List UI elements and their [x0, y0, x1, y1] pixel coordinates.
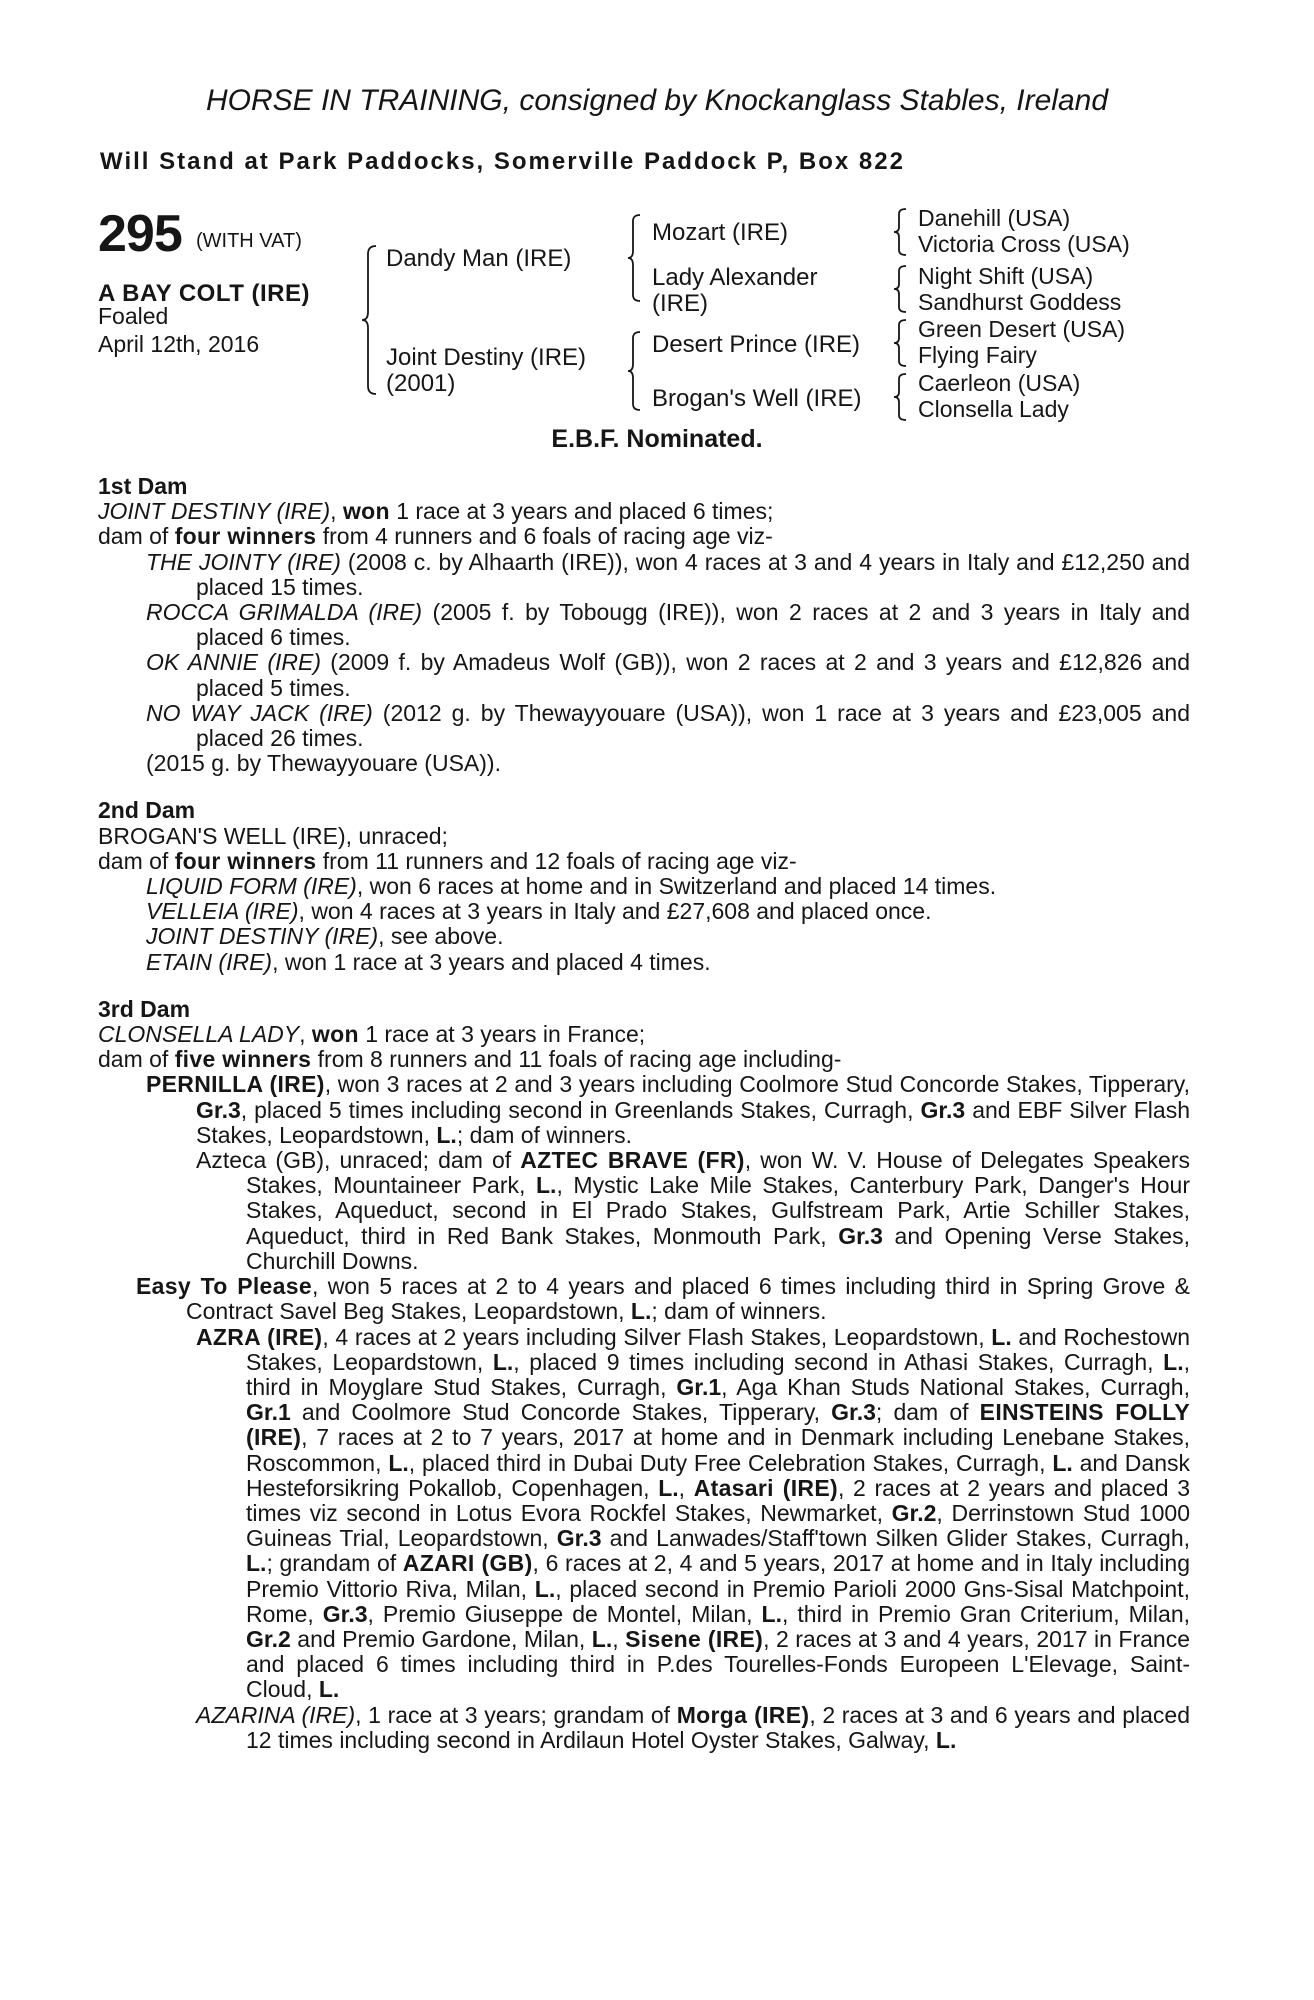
pedigree-bracket-sd [892, 264, 910, 314]
section-heading: 1st Dam [98, 473, 188, 499]
progeny-record: , won 4 races at 3 years in Italy and £27,608 and placed once. [298, 898, 932, 925]
progeny-entry [98, 550, 1190, 600]
text: dam of [98, 847, 175, 874]
text: , 6 races at 2, 4 and 5 years, 2017 at home and in Italy including Premio Vittorio Riva, Milan, [246, 1550, 1190, 1602]
text: from 11 runners and 12 foals of racing age viz- [316, 847, 797, 874]
progeny-name: PERNILLA (IRE) [146, 1071, 325, 1098]
progeny-record: (2008 c. by Alhaarth (IRE)), won 4 races at 3 and 4 years in Italy and £12,250 and placed 15 times. [196, 548, 1190, 600]
progeny-name: AZRA (IRE) [196, 1323, 323, 1350]
dam-of-line [98, 849, 1190, 874]
dam-sire-name: Desert Prince (IRE) [652, 331, 861, 358]
text: , Premio Giuseppe de Montel, Milan, [367, 1600, 762, 1627]
progeny-name: AZTEC BRAVE (FR) [520, 1147, 745, 1174]
sd-dam: Sandhurst Goddess [918, 289, 1122, 315]
lot-number: 295 [98, 205, 182, 263]
text: , placed 5 times including second in Greenlands Stakes, Curragh, [240, 1096, 921, 1123]
progeny-entry [98, 650, 1190, 700]
progeny-name: AZARI (GB) [402, 1550, 533, 1577]
text: dam of [98, 1046, 175, 1073]
progeny-entry [98, 1325, 1190, 1703]
progeny-name: Morga (IRE) [676, 1701, 810, 1728]
foaled-label: Foaled [98, 303, 169, 329]
grade: Gr.3 [838, 1222, 883, 1249]
grade: L. [991, 1323, 1012, 1350]
dam-of-line [98, 1047, 1190, 1072]
progeny-entry [98, 874, 1190, 899]
grade: L. [1052, 1449, 1073, 1476]
grade: Gr.3 [556, 1525, 602, 1552]
progeny-record: (2012 g. by Thewayyouare (USA)), won 1 race at 3 years and £23,005 and placed 26 times. [196, 699, 1190, 752]
sire-name: Dandy Man (IRE) [386, 245, 572, 272]
progeny-entry [98, 600, 1190, 650]
text: , 2 races at 2 years and placed 3 times viz second in Lotus Evora Rockfel Stakes, Newmarket, [246, 1474, 1191, 1526]
text: , [299, 1021, 312, 1048]
text: , Mystic Lake Mile Stakes, Canterbury Park, Danger's Hour Stakes, Aqueduct, second in El Prado Stakes, Gulfstream Park, Artie Schiller Stakes, Aqueduct, third in Red Bank Stakes, Monmouth Park, [246, 1172, 1190, 1249]
section-heading: 2nd Dam [98, 797, 196, 824]
grade: L. [591, 1625, 613, 1652]
grade: L. [436, 1121, 457, 1148]
dam-line [98, 1022, 1190, 1047]
grade: L. [318, 1676, 340, 1703]
pedigree-bracket-ss [892, 207, 910, 257]
pedigree-bracket-main [360, 244, 380, 396]
grade: Gr.3 [322, 1600, 368, 1627]
section-heading: 3rd Dam [98, 995, 191, 1022]
winners-count: four winners [174, 523, 317, 550]
text: and EBF Silver Flash Stakes, Leopardstown, [196, 1096, 1191, 1148]
text: , third in Moyglare Stud Stakes, Curragh, [246, 1348, 1190, 1400]
text: , [678, 1474, 694, 1501]
text: and Coolmore Stud Concorde Stakes, Tipperary, [290, 1399, 832, 1426]
ss-sire: Danehill (USA) [918, 205, 1071, 231]
grade: Gr.3 [831, 1399, 876, 1426]
horse-description: A BAY COLT (IRE) [98, 280, 311, 307]
text: , Aga Khan Studs National Stakes, Curragh, [721, 1373, 1190, 1400]
text: ; dam of winners. [651, 1298, 827, 1325]
progeny-entry [98, 924, 1190, 949]
sd-sire: Night Shift (USA) [918, 263, 1094, 289]
grade: L. [1163, 1348, 1184, 1375]
progeny-name: JOINT DESTINY (IRE) [146, 923, 379, 950]
grade: L. [935, 1726, 957, 1753]
progeny-name: VELLEIA (IRE) [146, 898, 299, 925]
ds-sire: Green Desert (USA) [918, 316, 1126, 342]
progeny-name: ETAIN (IRE) [146, 948, 273, 975]
dam-of-line [98, 524, 1190, 549]
ss-dam: Victoria Cross (USA) [918, 231, 1130, 257]
progeny-entry [98, 1072, 1190, 1148]
ebf-nominated: E.B.F. Nominated. [551, 425, 763, 453]
text: dam of [98, 523, 175, 550]
text: , 1 race at 3 years; grandam of [355, 1701, 677, 1728]
grade: Gr.1 [676, 1373, 722, 1400]
grade: L. [535, 1172, 557, 1199]
text: and Opening Verse Stakes, Churchill Downs. [246, 1222, 1190, 1274]
progeny-name: AZARINA (IRE) [196, 1701, 356, 1728]
dam-record: 1 race at 3 years in France; [358, 1021, 646, 1048]
text: , 7 races at 2 to 7 years, 2017 at home and in Denmark including Lenebane Stakes, Roscommon, [246, 1424, 1190, 1476]
grade: Gr.1 [246, 1399, 291, 1426]
produce-record [98, 474, 1190, 1775]
text: , won 5 races at 2 to 4 years and placed 6 times including third in Spring Grove & Contract Savel Beg Stakes, Leopardstown, [186, 1273, 1191, 1325]
text: , 2 races at 3 and 6 years and placed 12 times including second in Ardilaun Hotel Oyster Stakes, Galway, [246, 1701, 1190, 1753]
progeny-record: , see above. [378, 923, 504, 950]
grade: L. [246, 1550, 267, 1577]
dd-dam: Clonsella Lady [918, 396, 1069, 422]
progeny-entry [98, 1274, 1190, 1324]
progeny-name: LIQUID FORM (IRE) [146, 873, 357, 900]
text: and Lanwades/Staff'town Silken Glider Stakes, Curragh, [601, 1525, 1190, 1552]
vat-note: (WITH VAT) [196, 230, 302, 252]
text: ; grandam of [266, 1550, 403, 1577]
grade: L. [761, 1600, 782, 1627]
text: , won W. V. House of Delegates Speakers Stakes, Mountaineer Park, [246, 1147, 1190, 1199]
sire-dam-country: (IRE) [652, 290, 708, 317]
pedigree-bracket-dd [892, 372, 910, 422]
progeny-name: EINSTEINS FOLLY (IRE) [246, 1399, 1190, 1451]
pedigree-bracket-sire [626, 213, 644, 303]
grade: L. [534, 1575, 556, 1602]
ds-dam: Flying Fairy [918, 342, 1037, 368]
progeny-entry [98, 950, 1190, 975]
dd-sire: Caerleon (USA) [918, 370, 1081, 396]
winners-count: four winners [174, 847, 317, 874]
first-dam-section [98, 474, 1190, 776]
grade: Gr.3 [920, 1096, 966, 1123]
progeny-record: (2005 f. by Tobougg (IRE)), won 2 races at 2 and 3 years in Italy and placed 6 times. [196, 599, 1190, 651]
text: , [612, 1625, 626, 1652]
won-label: won [311, 1021, 359, 1048]
text: , 4 races at 2 years including Silver Flash Stakes, Leopardstown, [322, 1323, 992, 1350]
grade: L. [388, 1449, 409, 1476]
grade: L. [492, 1348, 514, 1375]
text: , placed 9 times including second in Athasi Stakes, Curragh, [513, 1348, 1164, 1375]
text: Azteca (GB), unraced; dam of [196, 1147, 521, 1174]
text: from 4 runners and 6 foals of racing age viz- [316, 523, 773, 550]
progeny-name: Atasari (IRE) [693, 1474, 838, 1501]
progeny-name: Sisene (IRE) [625, 1625, 764, 1652]
text: , placed second in Premio Parioli 2000 Gns-Sisal Matchpoint, Rome, [246, 1575, 1190, 1627]
second-dam-section [98, 798, 1190, 974]
catalogue-header: HORSE IN TRAINING, consigned by Knockanglass Stables, Ireland [205, 84, 1109, 117]
text: ; dam of winners. [456, 1121, 632, 1148]
sire-dam-name: Lady Alexander [652, 264, 818, 291]
dam-dam-name: Brogan's Well (IRE) [652, 385, 862, 412]
progeny-entry: (2015 g. by Thewayyouare (USA)). [146, 750, 501, 777]
progeny-name: NO WAY JACK (IRE) [146, 699, 373, 726]
sire-sire-name: Mozart (IRE) [652, 219, 789, 246]
dam-year: (2001) [386, 370, 456, 397]
text: , Derrinstown Stud 1000 Guineas Trial, Leopardstown, [246, 1499, 1191, 1552]
dam-record: 1 race at 3 years and placed 6 times; [389, 498, 774, 525]
text: ; dam of [875, 1399, 980, 1426]
progeny-name: ROCCA GRIMALDA (IRE) [146, 599, 423, 626]
won-label: won [342, 498, 390, 525]
text: , placed third in Dubai Duty Free Celebration Stakes, Curragh, [408, 1449, 1053, 1476]
text: from 8 runners and 11 foals of racing age including- [311, 1046, 842, 1073]
third-dam-section [98, 997, 1190, 1753]
progeny-entry [98, 1703, 1190, 1753]
dam-name: JOINT DESTINY (IRE) [98, 498, 331, 525]
text: , won 3 races at 2 and 3 years including Coolmore Stud Concorde Stakes, Tipperary, [324, 1071, 1190, 1098]
winners-count: five winners [174, 1046, 312, 1073]
dam-name: CLONSELLA LADY [98, 1021, 300, 1048]
pedigree-bracket-ds [892, 318, 910, 368]
progeny-record: , won 1 race at 3 years and placed 4 times. [272, 948, 711, 975]
text: , third in Premio Gran Criterium, Milan, [782, 1600, 1191, 1627]
text: and Rochestown Stakes, Leopardstown, [246, 1323, 1190, 1375]
grade: L. [630, 1298, 652, 1325]
pedigree-bracket-dam [626, 330, 644, 412]
dam-line: JOINT DESTINY (IRE), won 1 race at 3 years and placed 6 times; [98, 498, 774, 525]
foaled-date: April 12th, 2016 [98, 331, 260, 357]
text: , 2 races at 3 and 4 years, 2017 in France and placed 6 times including third in P.des Tourelles-Fonds Europeen L'Elevage, Saint-Cloud, [246, 1625, 1190, 1703]
text: and Premio Gardone, Milan, [290, 1625, 592, 1652]
grade: Gr.3 [196, 1096, 241, 1123]
progeny-name: Easy To Please [136, 1273, 312, 1300]
dam-name: Joint Destiny (IRE) [386, 344, 587, 371]
progeny-name: THE JOINTY (IRE) [146, 548, 341, 575]
progeny-name: OK ANNIE (IRE) [146, 649, 321, 676]
progeny-record: (2009 f. by Amadeus Wolf (GB)), won 2 races at 2 and 3 years and £12,826 and placed 5 times. [196, 649, 1190, 701]
grade: Gr.2 [246, 1625, 291, 1652]
grade: L. [658, 1474, 679, 1501]
grade: Gr.2 [891, 1499, 937, 1526]
progeny-entry [98, 701, 1190, 751]
progeny-entry [98, 1148, 1190, 1274]
progeny-record: , won 6 races at home and in Switzerland and placed 14 times. [356, 873, 997, 900]
stand-location: Will Stand at Park Paddocks, Somerville Paddock P, Box 822 [100, 148, 905, 175]
dam-line: BROGAN'S WELL (IRE), unraced; [98, 822, 448, 849]
text: and Dansk Hesteforsikring Pokallob, Copenhagen, [246, 1449, 1190, 1501]
progeny-entry [98, 899, 1190, 924]
